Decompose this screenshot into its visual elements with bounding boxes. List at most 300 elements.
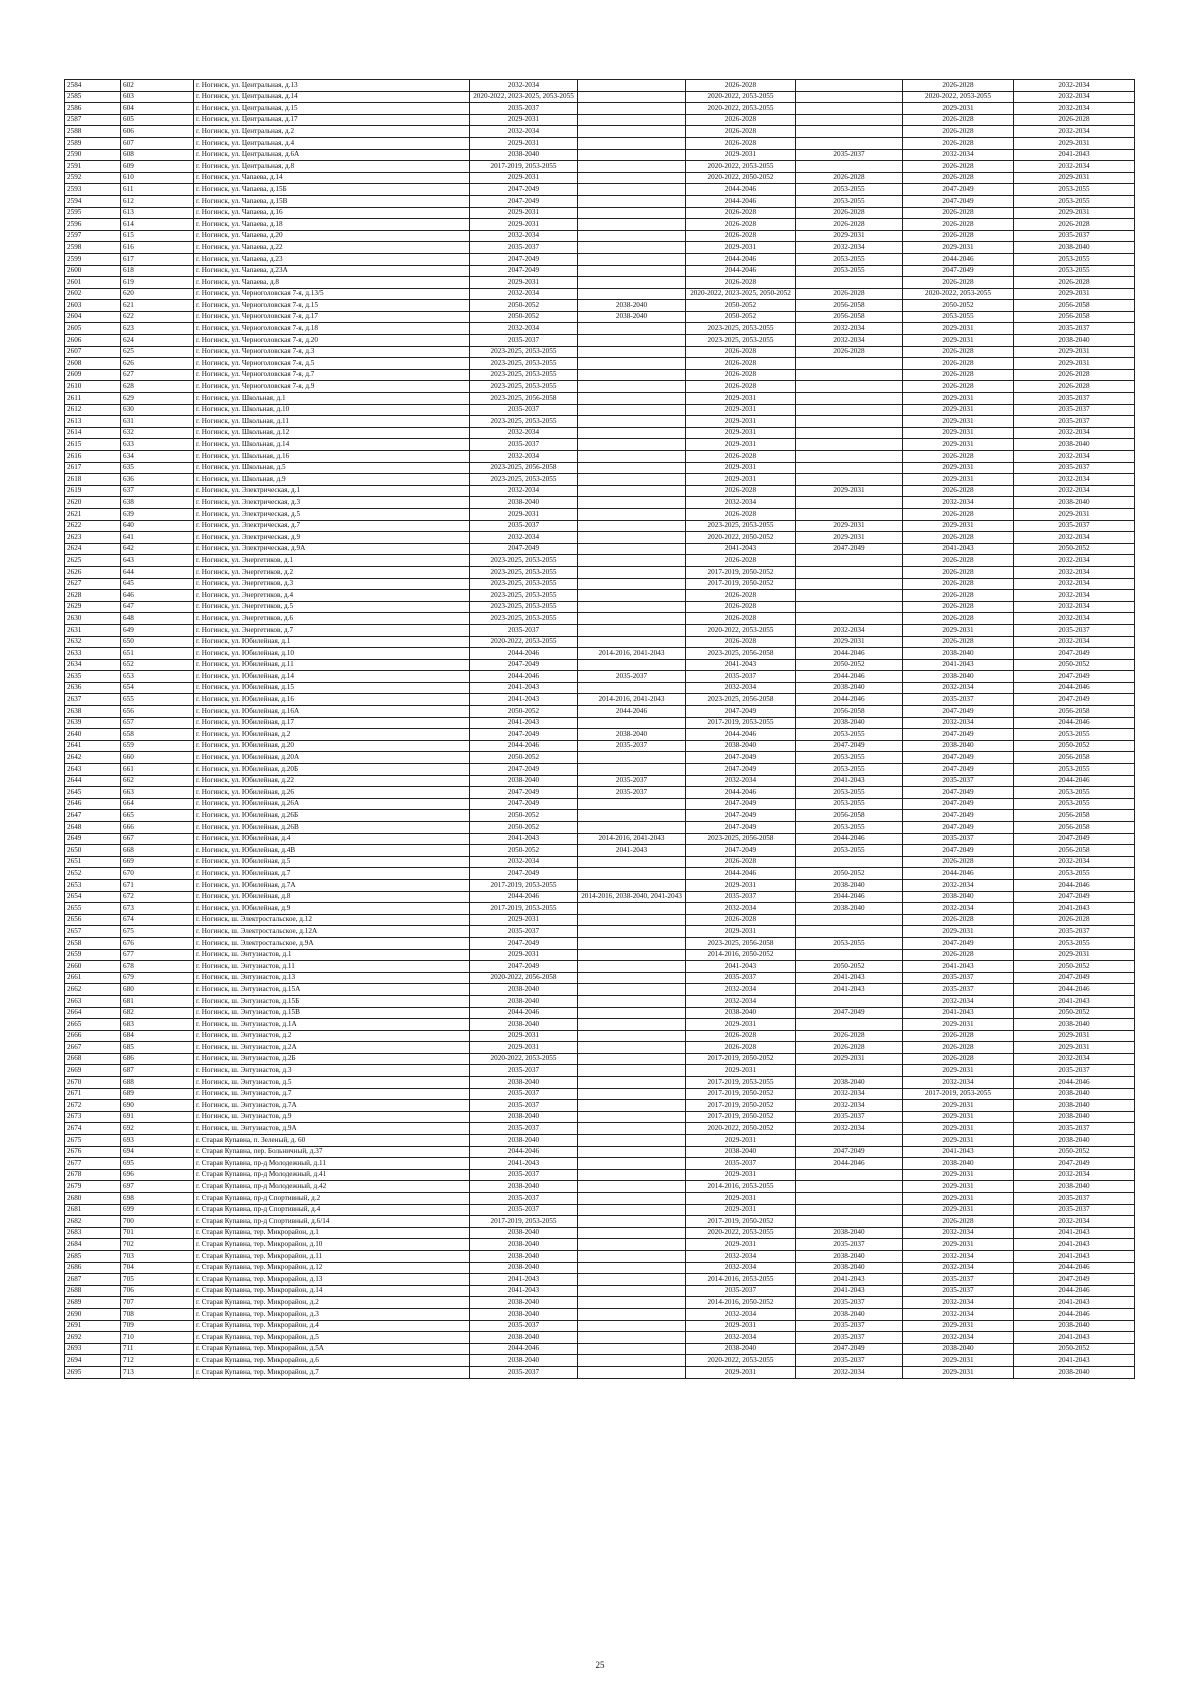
object-number: 683 [121,1019,194,1031]
period-cell: 2053-2055 [1014,729,1135,741]
address-cell: г. Старая Купавна, тер. Микрорайон, д.5 [194,1332,470,1344]
period-cell [578,474,686,486]
address-cell: г. Ногинск, ул. Черноголовская 7-я, д.18 [194,323,470,335]
object-number: 621 [121,300,194,312]
period-cell: 2029-2031 [470,219,578,231]
period-cell: 2020-2022, 2053-2055 [686,103,796,115]
period-cell [578,1308,686,1320]
period-cell: 2041-2043 [686,961,796,973]
address-cell: г. Ногинск, ул. Центральная, д.8 [194,161,470,173]
period-cell: 2017-2019, 2053-2055 [470,879,578,891]
period-cell: 2032-2034 [903,1297,1014,1309]
row-number: 2590 [65,149,121,161]
object-number: 653 [121,671,194,683]
period-cell: 2035-2037 [1014,1123,1135,1135]
row-number: 2624 [65,543,121,555]
period-cell: 2050-2052 [1014,1343,1135,1355]
row-number: 2588 [65,126,121,138]
row-number: 2594 [65,195,121,207]
period-cell: 2047-2049 [903,752,1014,764]
period-cell [578,961,686,973]
table-row [65,752,1135,764]
period-cell: 2032-2034 [903,995,1014,1007]
row-number: 2676 [65,1146,121,1158]
object-number: 642 [121,543,194,555]
period-cell: 2053-2055 [796,265,903,277]
period-cell: 2047-2049 [470,787,578,799]
address-cell: г. Ногинск, ул. Электрическая, д.5 [194,508,470,520]
row-number: 2605 [65,323,121,335]
period-cell [578,451,686,463]
period-cell: 2053-2055 [796,195,903,207]
period-cell: 2056-2058 [796,300,903,312]
address-cell: г. Ногинск, ш. Энтузиастов, д.5 [194,1077,470,1089]
period-cell: 2050-2052 [1014,543,1135,555]
period-cell [796,80,903,92]
period-cell: 2035-2037 [796,1297,903,1309]
period-cell: 2017-2019, 2053-2055 [470,903,578,915]
period-cell: 2035-2037 [1014,416,1135,428]
period-cell: 2038-2040 [796,1077,903,1089]
period-cell: 2026-2028 [903,1216,1014,1228]
period-cell: 2026-2028 [1014,219,1135,231]
row-number: 2672 [65,1100,121,1112]
object-number: 640 [121,520,194,532]
period-cell: 2017-2019, 2050-2052 [686,1216,796,1228]
address-cell: г. Ногинск, ул. Юбилейная, д.26В [194,822,470,834]
period-cell: 2053-2055 [796,729,903,741]
period-cell [578,1169,686,1181]
period-cell: 2026-2028 [686,636,796,648]
period-cell: 2029-2031 [903,462,1014,474]
period-cell [578,937,686,949]
period-cell: 2014-2016, 2050-2052 [686,1297,796,1309]
table-row [65,1285,1135,1297]
row-number: 2651 [65,856,121,868]
row-number: 2642 [65,752,121,764]
object-number: 702 [121,1239,194,1251]
address-cell: г. Старая Купавна, тер. Микрорайон, д.1 [194,1227,470,1239]
period-cell: 2029-2031 [470,508,578,520]
object-number: 643 [121,555,194,567]
period-cell: 2038-2040 [796,879,903,891]
table-row [65,1181,1135,1193]
period-cell: 2041-2043 [470,682,578,694]
row-number: 2616 [65,451,121,463]
period-cell: 2035-2037 [1014,323,1135,335]
row-number: 2632 [65,636,121,648]
address-cell: г. Ногинск, ул. Черноголовская 7-я, д.5 [194,358,470,370]
table-row [65,775,1135,787]
period-cell: 2026-2028 [903,230,1014,242]
period-cell: 2050-2052 [1014,659,1135,671]
period-cell: 2017-2019, 2053-2055 [470,161,578,173]
object-number: 619 [121,277,194,289]
period-cell: 2044-2046 [470,1007,578,1019]
period-cell: 2032-2034 [903,149,1014,161]
row-number: 2654 [65,891,121,903]
table-row [65,1019,1135,1031]
period-cell: 2044-2046 [796,891,903,903]
address-cell: г. Ногинск, ул. Юбилейная, д.9 [194,903,470,915]
period-cell: 2035-2037 [686,671,796,683]
period-cell: 2026-2028 [686,114,796,126]
period-cell [796,1065,903,1077]
period-cell [578,427,686,439]
period-cell: 2041-2043 [1014,903,1135,915]
period-cell: 2035-2037 [470,520,578,532]
period-cell: 2032-2034 [903,1262,1014,1274]
row-number: 2686 [65,1262,121,1274]
period-cell: 2029-2031 [1014,137,1135,149]
period-cell: 2014-2016, 2050-2052 [686,949,796,961]
row-number: 2689 [65,1297,121,1309]
period-cell [578,868,686,880]
object-number: 706 [121,1285,194,1297]
period-cell: 2044-2046 [903,253,1014,265]
object-number: 656 [121,706,194,718]
period-cell: 2047-2049 [470,937,578,949]
period-cell: 2032-2034 [1014,578,1135,590]
period-cell [578,1262,686,1274]
period-cell: 2038-2040 [470,1308,578,1320]
period-cell [796,427,903,439]
period-cell: 2050-2052 [470,311,578,323]
address-cell: г. Ногинск, ул. Черноголовская 7-я, д.15 [194,300,470,312]
row-number: 2617 [65,462,121,474]
period-cell: 2038-2040 [470,775,578,787]
period-cell: 2041-2043 [903,543,1014,555]
row-number: 2600 [65,265,121,277]
period-cell: 2026-2028 [903,601,1014,613]
period-cell: 2047-2049 [686,798,796,810]
object-number: 650 [121,636,194,648]
table-row [65,566,1135,578]
period-cell: 2014-2016, 2038-2040, 2041-2043 [578,891,686,903]
row-number: 2636 [65,682,121,694]
address-cell: г. Ногинск, ул. Чапаева, д.23А [194,265,470,277]
table-row [65,137,1135,149]
address-cell: г. Ногинск, ул. Юбилейная, д.26 [194,787,470,799]
period-cell: 2041-2043 [578,845,686,857]
period-cell: 2029-2031 [1014,1030,1135,1042]
address-cell: г. Ногинск, ул. Черноголовская 7-я, д.20 [194,335,470,347]
object-number: 705 [121,1274,194,1286]
period-cell: 2047-2049 [903,798,1014,810]
period-cell [578,810,686,822]
table-row [65,578,1135,590]
period-cell: 2029-2031 [903,416,1014,428]
period-cell: 2038-2040 [470,1262,578,1274]
period-cell: 2017-2019, 2053-2055 [686,717,796,729]
period-cell: 2026-2028 [796,219,903,231]
period-cell [578,1274,686,1286]
period-cell: 2053-2055 [796,764,903,776]
period-cell: 2056-2058 [1014,822,1135,834]
object-number: 641 [121,532,194,544]
object-number: 613 [121,207,194,219]
period-cell: 2044-2046 [686,265,796,277]
period-cell [796,1169,903,1181]
period-cell: 2032-2034 [1014,613,1135,625]
period-cell [796,137,903,149]
period-cell: 2029-2031 [686,462,796,474]
period-cell: 2020-2022, 2053-2055 [686,1227,796,1239]
table-row [65,532,1135,544]
period-cell: 2029-2031 [470,137,578,149]
period-cell: 2020-2022, 2053-2055 [903,91,1014,103]
object-number: 693 [121,1135,194,1147]
table-row [65,694,1135,706]
period-cell: 2053-2055 [1014,195,1135,207]
period-cell: 2041-2043 [903,961,1014,973]
table-row [65,520,1135,532]
row-number: 2614 [65,427,121,439]
period-cell: 2032-2034 [1014,566,1135,578]
object-number: 617 [121,253,194,265]
row-number: 2691 [65,1320,121,1332]
object-number: 605 [121,114,194,126]
period-cell: 2029-2031 [903,1019,1014,1031]
period-cell: 2029-2031 [796,230,903,242]
table-row [65,810,1135,822]
period-cell: 2050-2052 [470,752,578,764]
row-number: 2585 [65,91,121,103]
period-cell [796,508,903,520]
period-cell: 2038-2040 [1014,1111,1135,1123]
row-number: 2662 [65,984,121,996]
period-cell: 2038-2040 [470,1111,578,1123]
period-cell: 2032-2034 [1014,80,1135,92]
period-cell: 2041-2043 [796,984,903,996]
period-cell: 2032-2034 [470,532,578,544]
table-row [65,624,1135,636]
period-cell [578,358,686,370]
address-cell: г. Ногинск, ул. Энергетиков, д.6 [194,613,470,625]
period-cell: 2032-2034 [796,242,903,254]
address-cell: г. Ногинск, ул. Энергетиков, д.7 [194,624,470,636]
row-number: 2648 [65,822,121,834]
object-number: 654 [121,682,194,694]
row-number: 2667 [65,1042,121,1054]
object-number: 649 [121,624,194,636]
row-number: 2661 [65,972,121,984]
row-number: 2607 [65,346,121,358]
period-cell: 2035-2037 [1014,926,1135,938]
object-number: 712 [121,1355,194,1367]
address-cell: г. Ногинск, ул. Чапаева, д.18 [194,219,470,231]
period-cell: 2029-2031 [1014,346,1135,358]
table-row [65,1077,1135,1089]
period-cell: 2026-2028 [686,555,796,567]
period-cell [578,659,686,671]
period-cell [796,462,903,474]
period-cell [796,369,903,381]
period-cell: 2038-2040 [470,1297,578,1309]
period-cell: 2026-2028 [903,277,1014,289]
period-cell: 2044-2046 [1014,1308,1135,1320]
period-cell: 2047-2049 [1014,694,1135,706]
period-cell: 2038-2040 [796,1308,903,1320]
period-cell: 2053-2055 [903,311,1014,323]
period-cell: 2029-2031 [903,1320,1014,1332]
period-cell: 2014-2016, 2053-2055 [686,1181,796,1193]
period-cell: 2032-2034 [1014,485,1135,497]
table-row [65,729,1135,741]
period-cell [796,474,903,486]
object-number: 627 [121,369,194,381]
table-row [65,485,1135,497]
period-cell: 2014-2016, 2041-2043 [578,694,686,706]
address-cell: г. Старая Купавна, тер. Микрорайон, д.5А [194,1343,470,1355]
period-cell: 2026-2028 [686,381,796,393]
address-cell: г. Старая Купавна, пр-д Спортивный, д.2 [194,1193,470,1205]
object-number: 669 [121,856,194,868]
period-cell: 2047-2049 [470,265,578,277]
period-cell [796,126,903,138]
period-cell: 2044-2046 [1014,1262,1135,1274]
period-cell: 2035-2037 [686,891,796,903]
row-number: 2652 [65,868,121,880]
period-cell: 2029-2031 [903,474,1014,486]
period-cell: 2032-2034 [796,1366,903,1378]
row-number: 2606 [65,335,121,347]
period-cell [796,926,903,938]
period-cell [578,369,686,381]
table-row [65,868,1135,880]
period-cell [578,381,686,393]
table-row [65,497,1135,509]
period-cell [578,578,686,590]
period-cell: 2029-2031 [686,149,796,161]
row-number: 2690 [65,1308,121,1320]
table-row [65,277,1135,289]
period-cell: 2026-2028 [903,636,1014,648]
period-cell: 2041-2043 [796,775,903,787]
period-cell [578,80,686,92]
object-number: 647 [121,601,194,613]
object-number: 634 [121,451,194,463]
period-cell [578,393,686,405]
period-cell: 2032-2034 [1014,636,1135,648]
period-cell [796,91,903,103]
table-row [65,80,1135,92]
object-number: 655 [121,694,194,706]
period-cell: 2044-2046 [796,694,903,706]
period-cell: 2029-2031 [686,879,796,891]
table-row [65,995,1135,1007]
row-number: 2660 [65,961,121,973]
object-number: 694 [121,1146,194,1158]
period-cell: 2044-2046 [470,671,578,683]
period-cell: 2038-2040 [470,1227,578,1239]
period-cell: 2050-2052 [686,311,796,323]
row-number: 2643 [65,764,121,776]
table-row [65,1274,1135,1286]
period-cell: 2047-2049 [470,729,578,741]
period-cell: 2050-2052 [1014,740,1135,752]
period-cell: 2038-2040 [470,984,578,996]
object-number: 630 [121,404,194,416]
period-cell: 2017-2019, 2050-2052 [686,1053,796,1065]
period-cell: 2041-2043 [1014,1297,1135,1309]
period-cell: 2047-2049 [903,810,1014,822]
row-number: 2640 [65,729,121,741]
period-cell: 2020-2022, 2053-2055 [686,1355,796,1367]
address-cell: г. Ногинск, ул. Чапаева, д.14 [194,172,470,184]
address-cell: г. Ногинск, ш. Энтузиастов, д.2 [194,1030,470,1042]
period-cell: 2029-2031 [686,404,796,416]
period-cell: 2035-2037 [578,671,686,683]
period-cell: 2023-2025, 2053-2055 [470,474,578,486]
period-cell: 2047-2049 [903,729,1014,741]
object-number: 668 [121,845,194,857]
period-cell: 2047-2049 [903,195,1014,207]
period-cell: 2032-2034 [903,717,1014,729]
period-cell: 2056-2058 [1014,706,1135,718]
period-cell: 2014-2016, 2041-2043 [578,648,686,660]
period-cell [578,161,686,173]
table-row [65,648,1135,660]
period-cell [578,555,686,567]
period-cell [578,949,686,961]
period-cell [578,1193,686,1205]
period-cell: 2029-2031 [686,474,796,486]
period-cell: 2029-2031 [686,1320,796,1332]
period-cell: 2038-2040 [470,149,578,161]
period-cell: 2038-2040 [1014,242,1135,254]
period-cell: 2047-2049 [1014,1158,1135,1170]
period-cell: 2029-2031 [796,1053,903,1065]
period-cell: 2044-2046 [470,740,578,752]
period-cell [578,1239,686,1251]
address-cell: г. Ногинск, ул. Черноголовская 7-я, д.13/5 [194,288,470,300]
period-cell: 2029-2031 [686,1019,796,1031]
row-number: 2679 [65,1181,121,1193]
period-cell: 2026-2028 [903,369,1014,381]
row-number: 2589 [65,137,121,149]
period-cell: 2035-2037 [796,1320,903,1332]
period-cell: 2017-2019, 2050-2052 [686,1100,796,1112]
address-cell: г. Старая Купавна, пр-д Спортивный, д.6/14 [194,1216,470,1228]
period-cell [578,1146,686,1158]
row-number: 2657 [65,926,121,938]
period-cell: 2029-2031 [903,393,1014,405]
period-cell: 2038-2040 [903,740,1014,752]
address-cell: г. Ногинск, ул. Школьная, д.14 [194,439,470,451]
period-cell [578,822,686,834]
period-cell: 2017-2019, 2053-2055 [470,1216,578,1228]
table-row [65,601,1135,613]
period-cell: 2047-2049 [470,868,578,880]
period-cell: 2026-2028 [1014,277,1135,289]
period-cell: 2044-2046 [686,195,796,207]
period-cell: 2029-2031 [470,172,578,184]
period-cell [578,335,686,347]
row-number: 2603 [65,300,121,312]
object-number: 680 [121,984,194,996]
row-number: 2601 [65,277,121,289]
row-number: 2647 [65,810,121,822]
address-cell: г. Ногинск, ул. Школьная, д.5 [194,462,470,474]
table-row [65,358,1135,370]
row-number: 2673 [65,1111,121,1123]
period-cell: 2029-2031 [470,277,578,289]
period-cell [578,137,686,149]
row-number: 2666 [65,1030,121,1042]
period-cell: 2032-2034 [1014,1216,1135,1228]
object-number: 618 [121,265,194,277]
